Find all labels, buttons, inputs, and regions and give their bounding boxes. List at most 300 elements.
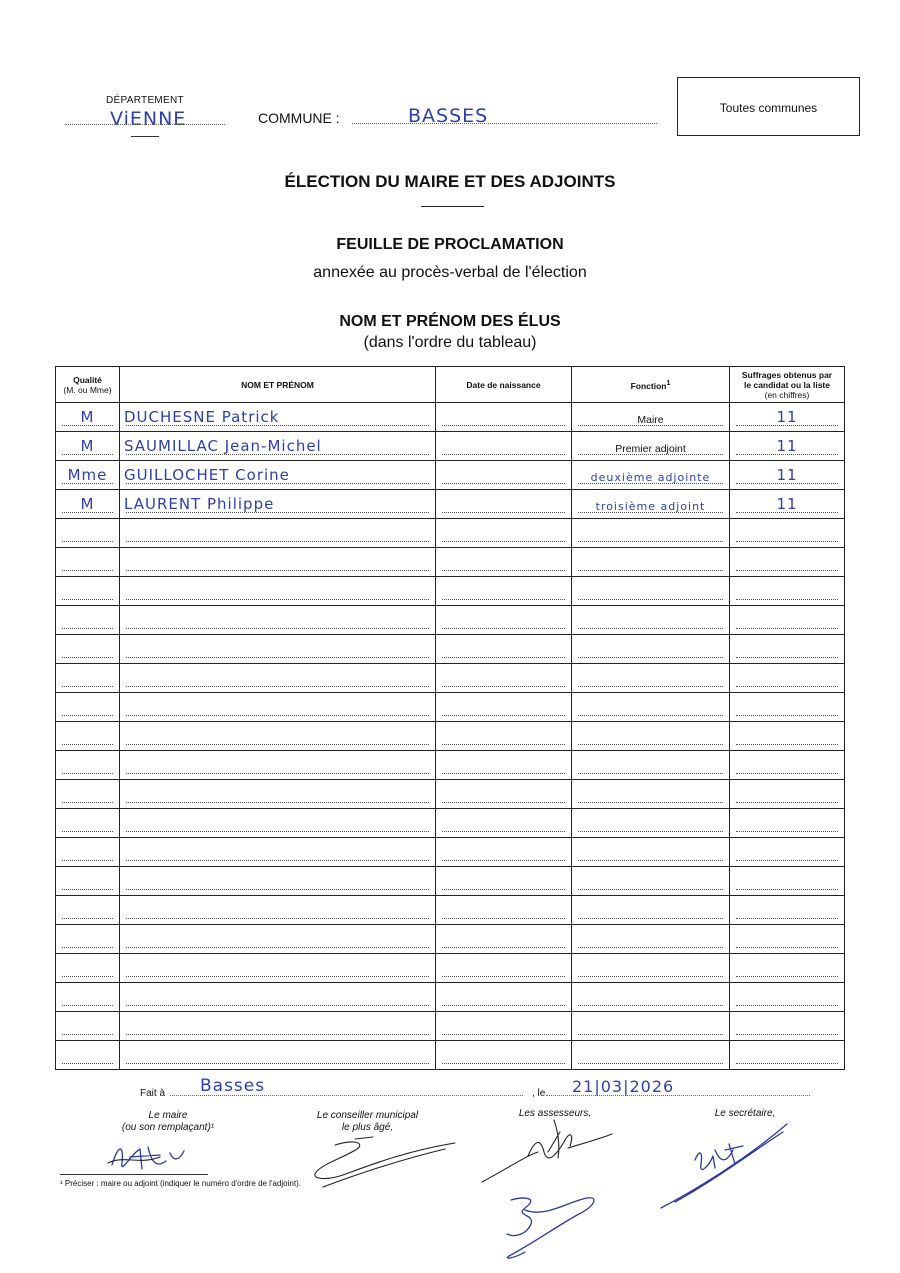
header-suffrages-line3: (en chiffres) xyxy=(764,389,810,400)
dotted-line xyxy=(126,599,429,600)
cell-naissance xyxy=(436,722,572,751)
dotted-line xyxy=(126,657,429,658)
commune-value: BASSES xyxy=(408,105,489,127)
table-row-empty xyxy=(56,606,845,635)
cell-fonction xyxy=(572,722,730,751)
cell-suffrages xyxy=(730,461,845,490)
table-row-empty xyxy=(56,751,845,780)
page-title: ÉLECTION DU MAIRE ET DES ADJOINTS xyxy=(284,172,616,191)
date-label: , le xyxy=(532,1088,546,1099)
dotted-line xyxy=(62,773,113,774)
dotted-line xyxy=(442,889,565,890)
header-nom-label: NOM ET PRÉNOM xyxy=(241,379,314,390)
table-row xyxy=(56,432,845,461)
toutes-communes-text: Toutes communes xyxy=(719,101,818,115)
dotted-line xyxy=(578,744,723,745)
cell-qualite xyxy=(56,664,120,693)
dotted-line xyxy=(442,1034,565,1035)
header-fonction-label: Fonction xyxy=(630,380,667,391)
dotted-line xyxy=(578,541,723,542)
table-row-empty xyxy=(56,664,845,693)
header-qualite xyxy=(56,367,120,403)
dotted-line xyxy=(578,1034,723,1035)
dotted-line xyxy=(578,831,723,832)
dotted-line xyxy=(62,657,113,658)
header-naissance xyxy=(436,367,572,403)
cell-naissance xyxy=(436,751,572,780)
cell-naissance xyxy=(436,519,572,548)
cell-qualite xyxy=(56,577,120,606)
cell-fonction xyxy=(572,751,730,780)
departement-line xyxy=(65,124,225,125)
cell-qualite xyxy=(56,867,120,896)
cell-nom xyxy=(120,867,436,896)
cell-suffrages xyxy=(730,432,845,461)
cell-fonction xyxy=(572,867,730,896)
dotted-line xyxy=(126,831,429,832)
cell-qualite xyxy=(56,954,120,983)
cell-fonction xyxy=(572,1012,730,1041)
dotted-line xyxy=(578,860,723,861)
dotted-line xyxy=(578,628,723,629)
cell-suffrages xyxy=(730,780,845,809)
cell-naissance xyxy=(436,664,572,693)
secretaire-signature-label: Le secrétaire, xyxy=(714,1108,776,1119)
assesseurs-signature-label: Les assesseurs, xyxy=(518,1108,592,1119)
cell-nom xyxy=(120,983,436,1012)
cell-qualite xyxy=(56,693,120,722)
dotted-line xyxy=(578,976,723,977)
dotted-line xyxy=(442,831,565,832)
table-row-empty xyxy=(56,925,845,954)
header-fonction xyxy=(572,367,730,403)
table-row-empty xyxy=(56,867,845,896)
cell-qualite xyxy=(56,548,120,577)
dotted-line xyxy=(736,773,838,774)
cell-suffrages xyxy=(730,606,845,635)
cell-nom-value: DUCHESNE Patrick xyxy=(124,408,280,426)
cell-qualite xyxy=(56,838,120,867)
dotted-line xyxy=(578,889,723,890)
cell-suffrages xyxy=(730,403,845,432)
cell-fonction-value: Maire xyxy=(637,414,664,426)
dotted-line xyxy=(736,918,838,919)
dotted-line xyxy=(442,454,565,455)
cell-fonction xyxy=(572,925,730,954)
dotted-line xyxy=(736,599,838,600)
cell-qualite xyxy=(56,432,120,461)
dotted-line xyxy=(736,744,838,745)
cell-nom xyxy=(120,838,436,867)
cell-naissance xyxy=(436,983,572,1012)
cell-naissance xyxy=(436,1041,572,1070)
cell-fonction xyxy=(572,490,730,519)
dotted-line xyxy=(442,802,565,803)
cell-suffrages xyxy=(730,635,845,664)
conseiller-label-line1: Le conseiller municipal xyxy=(316,1110,419,1121)
cell-fonction xyxy=(572,780,730,809)
cell-suffrages xyxy=(730,490,845,519)
cell-qualite xyxy=(56,403,120,432)
cell-naissance xyxy=(436,548,572,577)
dotted-line xyxy=(442,1063,565,1064)
cell-fonction xyxy=(572,954,730,983)
cell-nom-value: GUILLOCHET Corine xyxy=(124,466,290,484)
cell-nom xyxy=(120,461,436,490)
table-row-empty xyxy=(56,838,845,867)
assesseur-signature-2 xyxy=(495,1190,615,1265)
cell-qualite xyxy=(56,925,120,954)
date-value: 21|03|2026 xyxy=(572,1077,675,1096)
cell-fonction xyxy=(572,635,730,664)
cell-suffrages xyxy=(730,809,845,838)
dotted-line xyxy=(736,686,838,687)
cell-naissance xyxy=(436,780,572,809)
dotted-line xyxy=(442,483,565,484)
dotted-line xyxy=(62,628,113,629)
dotted-line xyxy=(736,1034,838,1035)
dotted-line xyxy=(62,686,113,687)
cell-fonction-value: troisième adjoint xyxy=(595,500,706,513)
departement-divider xyxy=(131,136,159,137)
cell-nom xyxy=(120,606,436,635)
dotted-line xyxy=(736,628,838,629)
dotted-line xyxy=(62,947,113,948)
dotted-line xyxy=(442,628,565,629)
cell-naissance xyxy=(436,1012,572,1041)
cell-fonction xyxy=(572,606,730,635)
cell-suffrages xyxy=(730,722,845,751)
cell-suffrages xyxy=(730,577,845,606)
title-divider xyxy=(421,206,484,207)
table-row-empty xyxy=(56,548,845,577)
table-row-empty xyxy=(56,954,845,983)
cell-nom xyxy=(120,780,436,809)
cell-naissance xyxy=(436,432,572,461)
elus-table xyxy=(55,366,845,1070)
cell-suffrages xyxy=(730,954,845,983)
dotted-line xyxy=(62,918,113,919)
dotted-line xyxy=(126,1063,429,1064)
dotted-line xyxy=(442,425,565,426)
cell-fonction xyxy=(572,519,730,548)
cell-suffrages-value: 11 xyxy=(776,466,798,484)
dotted-line xyxy=(126,1034,429,1035)
header-qualite-sub: (M. ou Mme) xyxy=(63,384,112,395)
table-row-empty xyxy=(56,1012,845,1041)
cell-qualite xyxy=(56,751,120,780)
cell-suffrages xyxy=(730,519,845,548)
header-naissance-label: Date de naissance xyxy=(466,379,541,390)
table-header-row xyxy=(56,367,845,403)
dotted-line xyxy=(578,570,723,571)
dotted-line xyxy=(578,1063,723,1064)
dotted-line xyxy=(126,802,429,803)
dotted-line xyxy=(126,570,429,571)
cell-naissance xyxy=(436,925,572,954)
table-row-empty xyxy=(56,693,845,722)
dotted-line xyxy=(578,802,723,803)
dotted-line xyxy=(736,860,838,861)
dotted-line xyxy=(126,744,429,745)
cell-fonction xyxy=(572,809,730,838)
cell-nom xyxy=(120,954,436,983)
dotted-line xyxy=(442,686,565,687)
cell-qualite xyxy=(56,809,120,838)
cell-suffrages xyxy=(730,925,845,954)
cell-suffrages-value: 11 xyxy=(776,495,798,513)
cell-nom xyxy=(120,693,436,722)
header-nom xyxy=(120,367,436,403)
dotted-line xyxy=(736,802,838,803)
dotted-line xyxy=(442,570,565,571)
table-row xyxy=(56,461,845,490)
commune-label: COMMUNE : xyxy=(258,110,340,126)
dotted-line xyxy=(126,773,429,774)
dotted-line xyxy=(578,657,723,658)
cell-naissance xyxy=(436,896,572,925)
cell-suffrages xyxy=(730,838,845,867)
cell-fonction xyxy=(572,664,730,693)
dotted-line xyxy=(126,947,429,948)
table-row-empty xyxy=(56,577,845,606)
dotted-line xyxy=(442,1005,565,1006)
departement-label: DÉPARTEMENT xyxy=(106,95,184,106)
dotted-line xyxy=(126,889,429,890)
cell-naissance xyxy=(436,461,572,490)
dotted-line xyxy=(442,976,565,977)
fait-a-label: Fait à xyxy=(140,1088,166,1099)
dotted-line xyxy=(442,947,565,948)
cell-naissance xyxy=(436,693,572,722)
cell-naissance xyxy=(436,490,572,519)
header-suffrages-line2: le candidat ou la liste xyxy=(744,379,830,390)
dotted-line xyxy=(578,918,723,919)
cell-nom xyxy=(120,635,436,664)
cell-fonction xyxy=(572,432,730,461)
dotted-line xyxy=(442,773,565,774)
cell-suffrages xyxy=(730,751,845,780)
cell-qualite-value: M xyxy=(80,437,95,455)
cell-nom xyxy=(120,548,436,577)
cell-qualite xyxy=(56,1041,120,1070)
dotted-line xyxy=(442,541,565,542)
dotted-line xyxy=(126,918,429,919)
cell-suffrages xyxy=(730,1012,845,1041)
dotted-line xyxy=(62,744,113,745)
cell-naissance xyxy=(436,867,572,896)
header-suffrages-line1: Suffrages obtenus par xyxy=(741,369,833,380)
dotted-line xyxy=(126,715,429,716)
dotted-line xyxy=(736,657,838,658)
header-qualite-label: Qualité xyxy=(73,374,102,385)
dotted-line xyxy=(62,889,113,890)
assesseur-signature-1 xyxy=(478,1112,618,1192)
cell-fonction xyxy=(572,577,730,606)
table-row-empty xyxy=(56,1041,845,1070)
dotted-line xyxy=(736,715,838,716)
cell-nom-value: SAUMILLAC Jean-Michel xyxy=(124,437,322,455)
dotted-line xyxy=(578,599,723,600)
cell-fonction xyxy=(572,983,730,1012)
dotted-line xyxy=(62,715,113,716)
table-row xyxy=(56,403,845,432)
dotted-line xyxy=(442,715,565,716)
dotted-line xyxy=(736,1005,838,1006)
dotted-line xyxy=(62,599,113,600)
table-row-empty xyxy=(56,722,845,751)
dotted-line xyxy=(62,1063,113,1064)
dotted-line xyxy=(62,570,113,571)
cell-naissance xyxy=(436,403,572,432)
proclamation-subtitle: annexée au procès-verbal de l'élection xyxy=(313,264,587,281)
cell-qualite xyxy=(56,983,120,1012)
cell-nom xyxy=(120,577,436,606)
dotted-line xyxy=(736,947,838,948)
cell-nom xyxy=(120,1041,436,1070)
cell-nom xyxy=(120,896,436,925)
cell-fonction xyxy=(572,838,730,867)
table-row-empty xyxy=(56,983,845,1012)
dotted-line xyxy=(736,976,838,977)
cell-naissance xyxy=(436,606,572,635)
table-row-empty xyxy=(56,780,845,809)
cell-suffrages-value: 11 xyxy=(776,437,798,455)
cell-naissance xyxy=(436,577,572,606)
cell-qualite xyxy=(56,635,120,664)
cell-nom xyxy=(120,925,436,954)
dotted-line xyxy=(126,976,429,977)
cell-suffrages xyxy=(730,548,845,577)
cell-nom xyxy=(120,664,436,693)
table-row xyxy=(56,490,845,519)
dotted-line xyxy=(126,860,429,861)
dotted-line xyxy=(126,541,429,542)
cell-nom xyxy=(120,809,436,838)
cell-fonction-value: deuxième adjointe xyxy=(590,471,711,484)
cell-nom xyxy=(120,1012,436,1041)
cell-suffrages xyxy=(730,664,845,693)
cell-qualite-value: M xyxy=(80,408,95,426)
cell-suffrages xyxy=(730,1041,845,1070)
elus-title: NOM ET PRÉNOM DES ÉLUS xyxy=(339,313,561,330)
dotted-line xyxy=(442,512,565,513)
dotted-line xyxy=(578,773,723,774)
cell-qualite xyxy=(56,519,120,548)
dotted-line xyxy=(736,1063,838,1064)
dotted-line xyxy=(578,715,723,716)
cell-fonction xyxy=(572,403,730,432)
cell-suffrages xyxy=(730,693,845,722)
cell-qualite xyxy=(56,461,120,490)
cell-nom-value: LAURENT Philippe xyxy=(124,495,275,513)
dotted-line xyxy=(62,831,113,832)
dotted-line xyxy=(126,1005,429,1006)
dotted-line xyxy=(62,1034,113,1035)
cell-fonction xyxy=(572,693,730,722)
cell-suffrages xyxy=(730,983,845,1012)
maire-label-line1: Le maire xyxy=(148,1110,188,1121)
departement-value: ViENNE xyxy=(110,108,187,130)
cell-naissance xyxy=(436,838,572,867)
dotted-line xyxy=(126,686,429,687)
maire-label-line2: (ou son remplaçant)¹ xyxy=(121,1122,215,1133)
table-row-empty xyxy=(56,519,845,548)
dotted-line xyxy=(736,831,838,832)
cell-naissance xyxy=(436,809,572,838)
dotted-line xyxy=(62,860,113,861)
cell-nom xyxy=(120,490,436,519)
toutes-communes-box xyxy=(677,77,860,136)
cell-nom xyxy=(120,722,436,751)
dotted-line xyxy=(736,570,838,571)
dotted-line xyxy=(442,657,565,658)
cell-qualite xyxy=(56,896,120,925)
dotted-line xyxy=(578,686,723,687)
fait-a-value: Basses xyxy=(200,1076,266,1096)
cell-fonction xyxy=(572,461,730,490)
dotted-line xyxy=(442,599,565,600)
cell-fonction-value: Premier adjoint xyxy=(615,443,686,455)
cell-qualite xyxy=(56,780,120,809)
cell-naissance xyxy=(436,954,572,983)
table-row-empty xyxy=(56,896,845,925)
cell-nom xyxy=(120,751,436,780)
cell-suffrages xyxy=(730,867,845,896)
secretaire-signature xyxy=(655,1120,795,1215)
cell-fonction xyxy=(572,896,730,925)
cell-qualite xyxy=(56,606,120,635)
cell-naissance xyxy=(436,635,572,664)
cell-qualite xyxy=(56,722,120,751)
cell-qualite-value: Mme xyxy=(67,466,108,484)
header-fonction-footnote-mark: 1 xyxy=(666,379,671,388)
elus-subtitle: (dans l'ordre du tableau) xyxy=(363,334,537,351)
dotted-line xyxy=(62,1005,113,1006)
dotted-line xyxy=(62,976,113,977)
conseiller-signature xyxy=(295,1135,465,1195)
commune-line xyxy=(352,123,657,124)
cell-suffrages xyxy=(730,896,845,925)
conseiller-signature-label xyxy=(300,1110,435,1134)
cell-qualite-value: M xyxy=(80,495,95,513)
footnote-rule xyxy=(60,1174,208,1175)
dotted-line xyxy=(736,889,838,890)
cell-nom xyxy=(120,403,436,432)
dotted-line xyxy=(62,802,113,803)
proclamation-title: FEUILLE DE PROCLAMATION xyxy=(336,236,564,253)
cell-fonction xyxy=(572,548,730,577)
dotted-line xyxy=(442,918,565,919)
table-row-empty xyxy=(56,635,845,664)
dotted-line xyxy=(442,860,565,861)
dotted-line xyxy=(126,628,429,629)
cell-qualite xyxy=(56,490,120,519)
conseiller-label-line2: le plus âgé, xyxy=(341,1122,394,1133)
cell-nom xyxy=(120,519,436,548)
dotted-line xyxy=(578,1005,723,1006)
footnote: ¹ Préciser : maire ou adjoint (indiquer le numéro d'ordre de l'adjoint). xyxy=(60,1179,301,1188)
cell-nom xyxy=(120,432,436,461)
table-row-empty xyxy=(56,809,845,838)
cell-suffrages-value: 11 xyxy=(776,408,798,426)
cell-fonction xyxy=(572,1041,730,1070)
dotted-line xyxy=(62,541,113,542)
header-suffrages xyxy=(730,367,845,403)
maire-signature-label xyxy=(108,1110,228,1134)
dotted-line xyxy=(578,947,723,948)
cell-qualite xyxy=(56,1012,120,1041)
